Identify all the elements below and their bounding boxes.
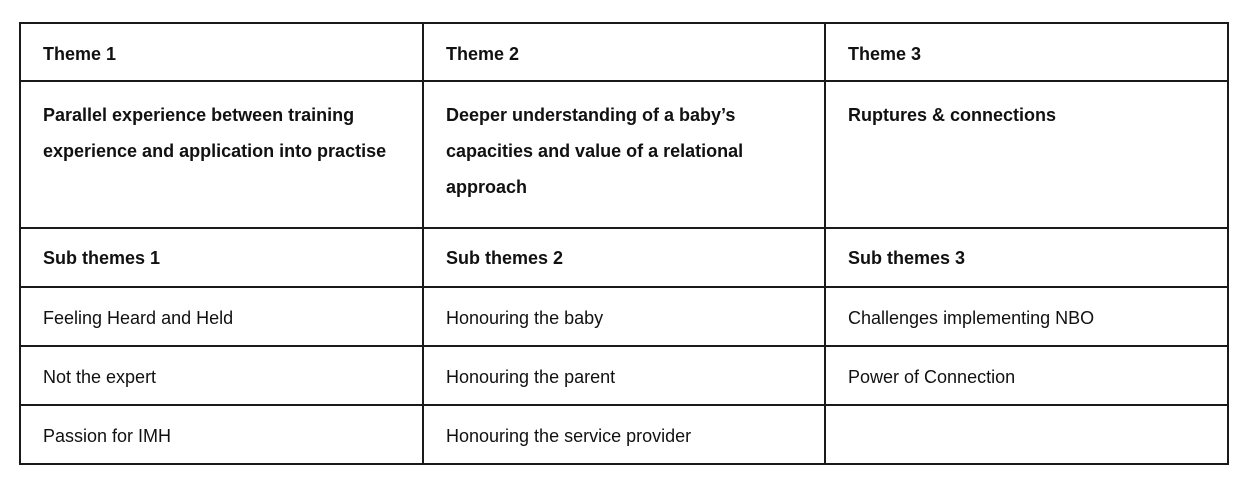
theme-header-cell (825, 23, 1228, 81)
subthemes-2-header: Sub themes 2 (446, 248, 564, 268)
theme-description-cell (825, 81, 1228, 228)
table-row (20, 287, 1228, 346)
subtheme-item: Honouring the baby (446, 308, 604, 328)
theme-2-header: Theme 2 (446, 44, 520, 64)
theme-3-header: Theme 3 (848, 44, 922, 64)
table-cell (20, 405, 423, 464)
subtheme-item: Power of Connection (848, 367, 1016, 387)
subtheme-item: Feeling Heard and Held (43, 308, 234, 328)
theme-3-description: Ruptures & connections (848, 105, 1057, 125)
subtheme-header-cell (20, 228, 423, 287)
table-cell (423, 346, 825, 405)
theme-description-cell (20, 81, 423, 228)
table-cell (825, 405, 1228, 464)
subtheme-header-cell (825, 228, 1228, 287)
theme-header-cell (423, 23, 825, 81)
table-cell (20, 346, 423, 405)
subtheme-item: Not the expert (43, 367, 157, 387)
theme-header-cell (20, 23, 423, 81)
subtheme-item: Challenges implementing NBO (848, 308, 1095, 328)
table-cell (825, 346, 1228, 405)
theme-description-cell (423, 81, 825, 228)
subtheme-header-row (20, 228, 1228, 287)
subthemes-3-header: Sub themes 3 (848, 248, 966, 268)
subtheme-item: Honouring the service provider (446, 426, 692, 446)
table-cell (423, 405, 825, 464)
theme-2-description: Deeper understanding of a baby’s capacities and value of a relational approach (446, 105, 744, 197)
table-row (20, 346, 1228, 405)
table-cell (423, 287, 825, 346)
subtheme-item: Passion for IMH (43, 426, 172, 446)
subtheme-item: Honouring the parent (446, 367, 616, 387)
theme-1-header: Theme 1 (43, 44, 117, 64)
themes-table (19, 22, 1229, 465)
table-row (20, 405, 1228, 464)
table-cell (20, 287, 423, 346)
subthemes-1-header: Sub themes 1 (43, 248, 161, 268)
subtheme-item (848, 406, 1207, 425)
theme-description-row (20, 81, 1228, 228)
theme-1-description: Parallel experience between training experience and application into practise (43, 105, 387, 161)
theme-header-row (20, 23, 1228, 81)
table-cell (825, 287, 1228, 346)
subtheme-header-cell (423, 228, 825, 287)
